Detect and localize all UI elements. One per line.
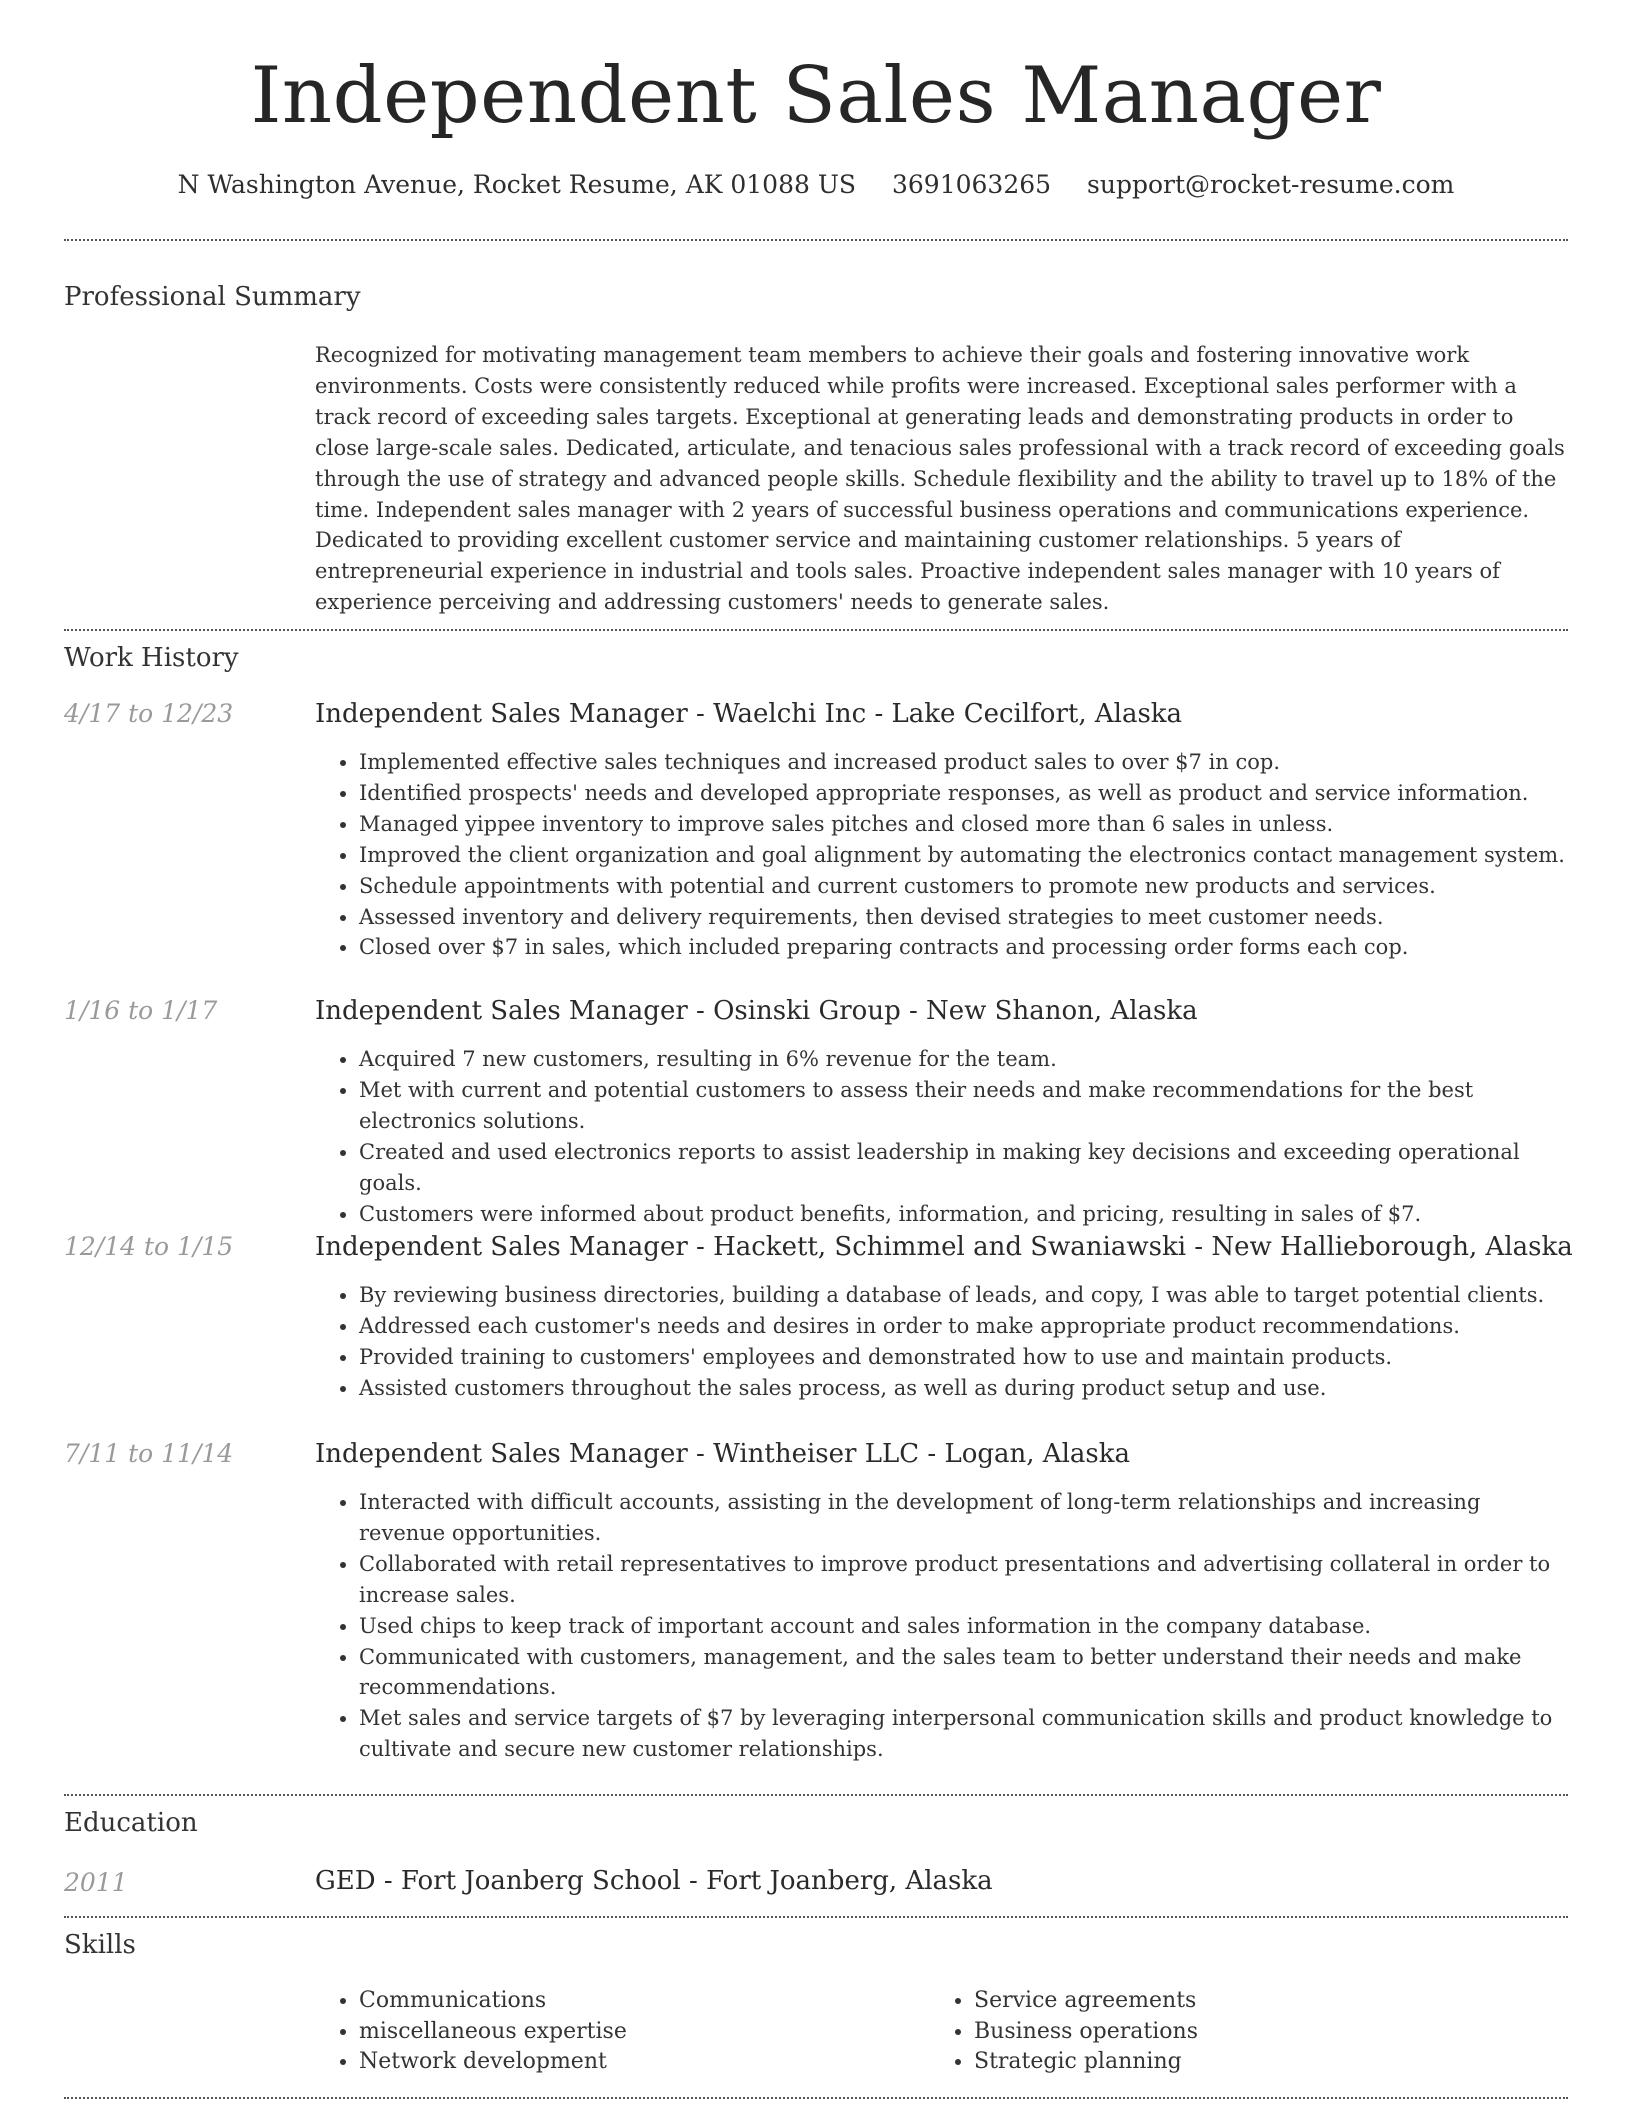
job-bullets: [315, 747, 1569, 963]
job-bullet: • Improved the client organization and goal alignment by automating the electronics contact management system.: [359, 840, 1569, 871]
section-divider: [64, 239, 1568, 241]
job-bullet: • Interacted with difficult accounts, assisting in the development of long-term relationships and increasing revenue opportunities.: [359, 1487, 1569, 1549]
job-bullet: • Assessed inventory and delivery requirements, then devised strategies to meet customer needs.: [359, 902, 1569, 933]
skill-item: • Business operations: [974, 2017, 1198, 2048]
skills-list-left: [315, 1986, 627, 2078]
skill-item: • Communications: [359, 1986, 627, 2017]
section-divider: [64, 1794, 1568, 1796]
summary-heading: Professional Summary: [64, 282, 361, 312]
section-divider: [64, 1916, 1568, 1918]
education-title: GED - Fort Joanberg School - Fort Joanberg, Alaska: [315, 1866, 993, 1896]
job-dates: 12/14 to 1/15: [64, 1232, 234, 1261]
job-dates: 1/16 to 1/17: [64, 996, 218, 1025]
job-bullets: [315, 1487, 1569, 1765]
contact-email: support@rocket-resume.com: [1087, 170, 1455, 199]
skills-heading: Skills: [64, 1930, 136, 1960]
job-bullet: • Implemented effective sales techniques and increased product sales to over $7 in cop.: [359, 747, 1569, 778]
section-divider: [64, 2097, 1568, 2099]
skills-list-right: [930, 1986, 1198, 2078]
skill-item: • Network development: [359, 2047, 627, 2078]
job-bullets: [315, 1044, 1569, 1229]
job-bullet: • Acquired 7 new customers, resulting in 6% revenue for the team.: [359, 1044, 1569, 1075]
education-date: 2011: [64, 1868, 128, 1897]
job-bullet: • Used chips to keep track of important account and sales information in the company database.: [359, 1611, 1569, 1642]
skill-item: • Service agreements: [974, 1986, 1198, 2017]
skill-item: • Strategic planning: [974, 2047, 1198, 2078]
contact-address: N Washington Avenue, Rocket Resume, AK 01088 US: [177, 170, 857, 199]
job-bullet: • Managed yippee inventory to improve sales pitches and closed more than 6 sales in unless.: [359, 809, 1569, 840]
job-bullet: • Addressed each customer's needs and desires in order to make appropriate product recommendations.: [359, 1311, 1569, 1342]
job-bullet: • Created and used electronics reports to assist leadership in making key decisions and exceeding operational goals.: [359, 1137, 1569, 1199]
job-title: Independent Sales Manager - Hackett, Schimmel and Swaniawski - New Hallieborough, Alaska: [315, 1232, 1573, 1262]
section-divider: [64, 629, 1568, 631]
job-dates: 4/17 to 12/23: [64, 699, 234, 728]
contact-phone: 3691063265: [892, 170, 1052, 199]
candidate-name: Independent Sales Manager: [250, 51, 1382, 141]
skill-item: • miscellaneous expertise: [359, 2017, 627, 2048]
job-bullet: • Collaborated with retail representatives to improve product presentations and advertising collateral in order to increase sales.: [359, 1549, 1569, 1611]
job-title: Independent Sales Manager - Waelchi Inc - Lake Cecilfort, Alaska: [315, 699, 1183, 729]
job-title: Independent Sales Manager - Osinski Group - New Shanon, Alaska: [315, 996, 1198, 1026]
job-dates: 7/11 to 11/14: [64, 1439, 234, 1468]
education-heading: Education: [64, 1808, 198, 1838]
contact-line: [0, 170, 1632, 199]
job-title: Independent Sales Manager - Wintheiser LLC - Logan, Alaska: [315, 1439, 1130, 1469]
job-bullet: • Identified prospects' needs and developed appropriate responses, as well as product and service information.: [359, 778, 1569, 809]
job-bullet: • Assisted customers throughout the sales process, as well as during product setup and use.: [359, 1373, 1569, 1404]
job-bullet: • Provided training to customers' employees and demonstrated how to use and maintain products.: [359, 1342, 1569, 1373]
job-bullet: • Communicated with customers, management, and the sales team to better understand their needs and make recommendations.: [359, 1642, 1569, 1704]
work-history-heading: Work History: [64, 643, 239, 673]
job-bullet: • Met sales and service targets of $7 by leveraging interpersonal communication skills and product knowledge to cultivate and secure new customer relationships.: [359, 1703, 1569, 1765]
job-bullet: • Schedule appointments with potential and current customers to promote new products and services.: [359, 871, 1569, 902]
job-bullet: • Customers were informed about product benefits, information, and pricing, resulting in sales of $7.: [359, 1199, 1569, 1230]
job-bullets: [315, 1280, 1569, 1404]
summary-text: Recognized for motivating management team members to achieve their goals and fostering innovative work environments. Costs were consistently reduced while profits were increased. Exceptional sales performer with a track record of exceeding sales targets. Exceptional at generating leads and demonstrating products in order to close large-scale sales. Dedicated, articulate, and tenacious sales professional with a track record of exceeding goals through the use of strategy and advanced people skills. Schedule flexibility and the ability to travel up to 18% of the time. Independent sales manager with 2 years of successful business operations and communications experience. Dedicated to providing excellent customer service and maintaining customer relationships. 5 years of entrepreneurial experience in industrial and tools sales. Proactive independent sales manager with 10 years of experience perceiving and addressing customers' needs to generate sales.: [315, 343, 1565, 615]
job-bullet: • Met with current and potential customers to assess their needs and make recommendations for the best electronics solutions.: [359, 1075, 1569, 1137]
job-bullet: • By reviewing business directories, building a database of leads, and copy, I was able to target potential clients.: [359, 1280, 1569, 1311]
job-bullet: • Closed over $7 in sales, which included preparing contracts and processing order forms each cop.: [359, 932, 1569, 963]
